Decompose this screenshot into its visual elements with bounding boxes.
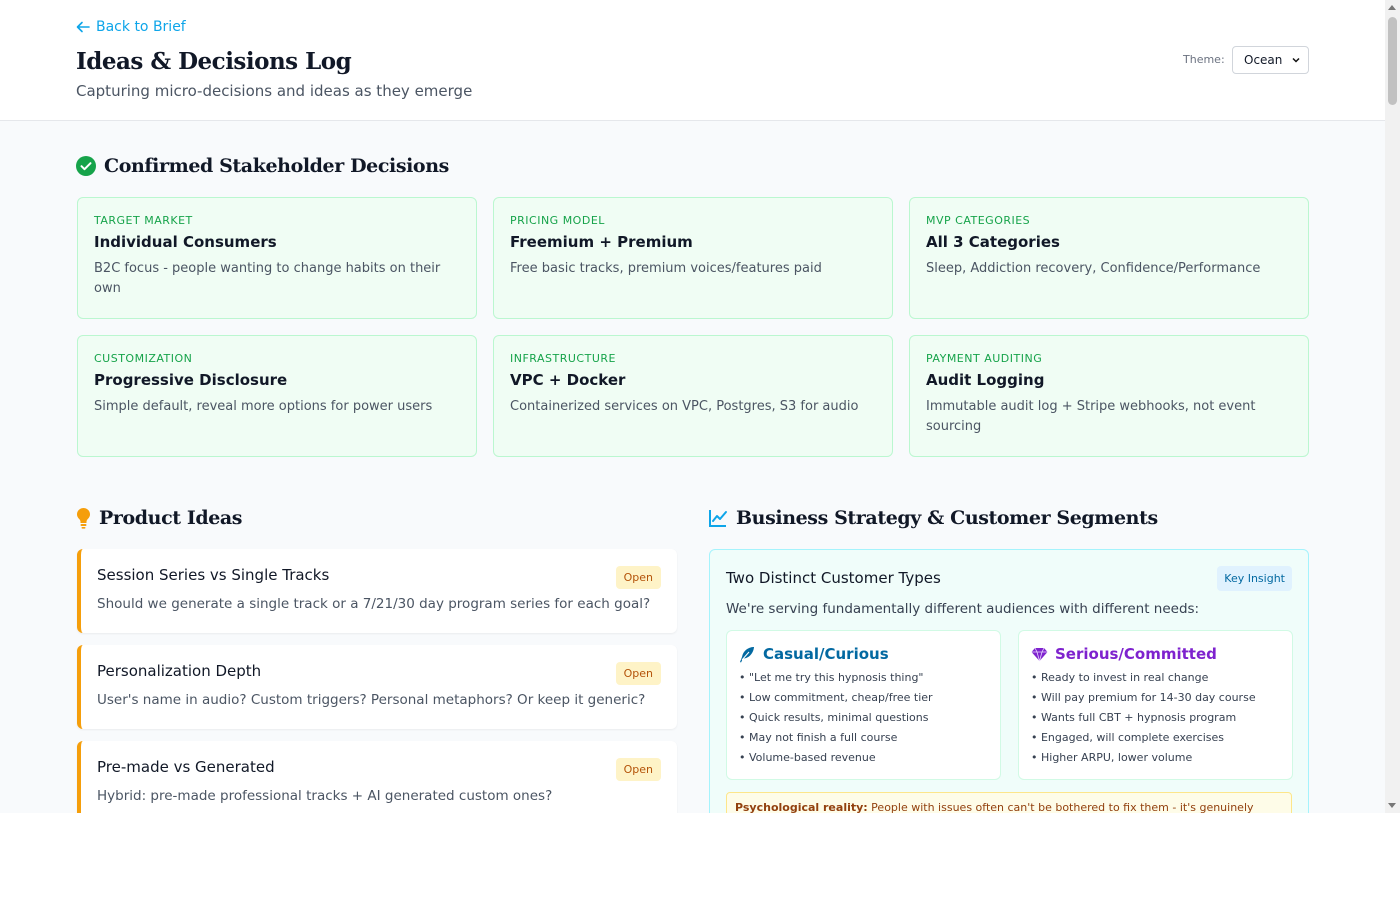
idea-desc: User's name in audio? Custom triggers? Personal metaphors? Or keep it generic? (97, 692, 646, 708)
theme-select-value: Ocean (1244, 53, 1283, 67)
decisions-section-title (76, 155, 449, 177)
decision-name: VPC + Docker (510, 371, 626, 389)
segment-casual (726, 630, 1001, 780)
gem-icon (1031, 647, 1048, 662)
customer-types-box (709, 549, 1309, 813)
idea-desc: Hybrid: pre-made professional tracks + AI generated custom ones? (97, 788, 553, 804)
back-link-label: Back to Brief (96, 19, 186, 35)
decision-card (77, 197, 477, 319)
status-badge: Open (616, 566, 661, 589)
feather-icon (739, 646, 756, 663)
decisions-title-text: Confirmed Stakeholder Decisions (104, 155, 449, 177)
decision-category: PRICING MODEL (510, 214, 605, 227)
list-item: • Wants full CBT + hypnosis program (1031, 711, 1237, 724)
status-badge: Open (616, 662, 661, 685)
psych-text: People with issues often can't be bothered to fix them - it's genuinely (867, 801, 1254, 813)
strategy-title-text: Business Strategy & Customer Segments (736, 507, 1158, 529)
decision-category: INFRASTRUCTURE (510, 352, 616, 365)
decision-desc: Containerized services on VPC, Postgres, S3 for audio (510, 399, 859, 414)
page-title: Ideas & Decisions Log (76, 48, 352, 75)
idea-card[interactable] (77, 549, 677, 633)
list-item: • Quick results, minimal questions (739, 711, 929, 724)
idea-title: Pre-made vs Generated (97, 758, 275, 776)
decision-desc: Free basic tracks, premium voices/features paid (510, 261, 822, 276)
decision-desc: B2C focus - people wanting to change habits on their own (94, 261, 441, 296)
decision-card (77, 335, 477, 457)
segment-points (1031, 668, 1280, 768)
psych-label: Psychological reality: (735, 801, 868, 813)
segment-serious (1018, 630, 1293, 780)
decision-category: PAYMENT AUDITING (926, 352, 1043, 365)
customer-types-desc: We're serving fundamentally different audiences with different needs: (726, 601, 1200, 617)
decision-name: All 3 Categories (926, 233, 1060, 251)
arrow-left-icon (76, 20, 90, 34)
decision-card (909, 197, 1309, 319)
decision-card (909, 335, 1309, 457)
decision-name: Progressive Disclosure (94, 371, 288, 389)
segment-name: Serious/Committed (1055, 645, 1217, 663)
decision-category: MVP CATEGORIES (926, 214, 1031, 227)
back-to-brief-link[interactable] (76, 19, 186, 35)
list-item: • Will pay premium for 14-30 day course (1031, 691, 1256, 704)
list-item: • Ready to invest in real change (1031, 671, 1209, 684)
segment-header (1031, 645, 1280, 663)
page-subtitle: Capturing micro-decisions and ideas as they emerge (76, 82, 473, 100)
idea-card[interactable] (77, 741, 677, 813)
list-item: • Higher ARPU, lower volume (1031, 751, 1193, 764)
theme-select[interactable] (1232, 46, 1309, 74)
scroll-down-icon[interactable] (1388, 803, 1396, 808)
ideas-section-title (76, 507, 242, 529)
psychological-reality-note (726, 792, 1292, 813)
segment-name: Casual/Curious (763, 645, 889, 663)
customer-types-title: Two Distinct Customer Types (726, 569, 941, 587)
ideas-title-text: Product Ideas (99, 507, 243, 529)
chevron-down-icon (1292, 56, 1300, 64)
scrollbar-thumb[interactable] (1388, 17, 1397, 105)
decision-desc: Sleep, Addiction recovery, Confidence/Performance (926, 261, 1261, 276)
vertical-scrollbar[interactable] (1385, 0, 1400, 813)
decision-name: Freemium + Premium (510, 233, 693, 251)
lightbulb-icon (76, 507, 91, 529)
scroll-up-icon[interactable] (1388, 5, 1396, 10)
decision-desc: Simple default, reveal more options for power users (94, 399, 433, 414)
strategy-section-title (708, 507, 1158, 529)
list-item: • Volume-based revenue (739, 751, 876, 764)
list-item: • May not finish a full course (739, 731, 898, 744)
decision-category: TARGET MARKET (94, 214, 193, 227)
list-item: • Low commitment, cheap/free tier (739, 691, 933, 704)
decision-name: Audit Logging (926, 371, 1045, 389)
list-item: • Engaged, will complete exercises (1031, 731, 1225, 744)
segment-header (739, 645, 988, 663)
decision-category: CUSTOMIZATION (94, 352, 193, 365)
check-circle-icon (76, 156, 96, 176)
decision-card (493, 197, 893, 319)
page-header (0, 0, 1385, 121)
theme-label: Theme: (1183, 53, 1225, 66)
idea-desc: Should we generate a single track or a 7/21/30 day program series for each goal? (97, 596, 651, 612)
idea-title: Personalization Depth (97, 662, 262, 680)
chart-line-icon (708, 508, 728, 528)
list-item: • "Let me try this hypnosis thing" (739, 671, 924, 684)
idea-card[interactable] (77, 645, 677, 729)
key-insight-badge: Key Insight (1217, 566, 1292, 591)
status-badge: Open (616, 758, 661, 781)
decision-card (493, 335, 893, 457)
idea-title: Session Series vs Single Tracks (97, 566, 330, 584)
decision-desc: Immutable audit log + Stripe webhooks, not event sourcing (926, 399, 1256, 434)
segment-points (739, 668, 988, 768)
decision-name: Individual Consumers (94, 233, 277, 251)
